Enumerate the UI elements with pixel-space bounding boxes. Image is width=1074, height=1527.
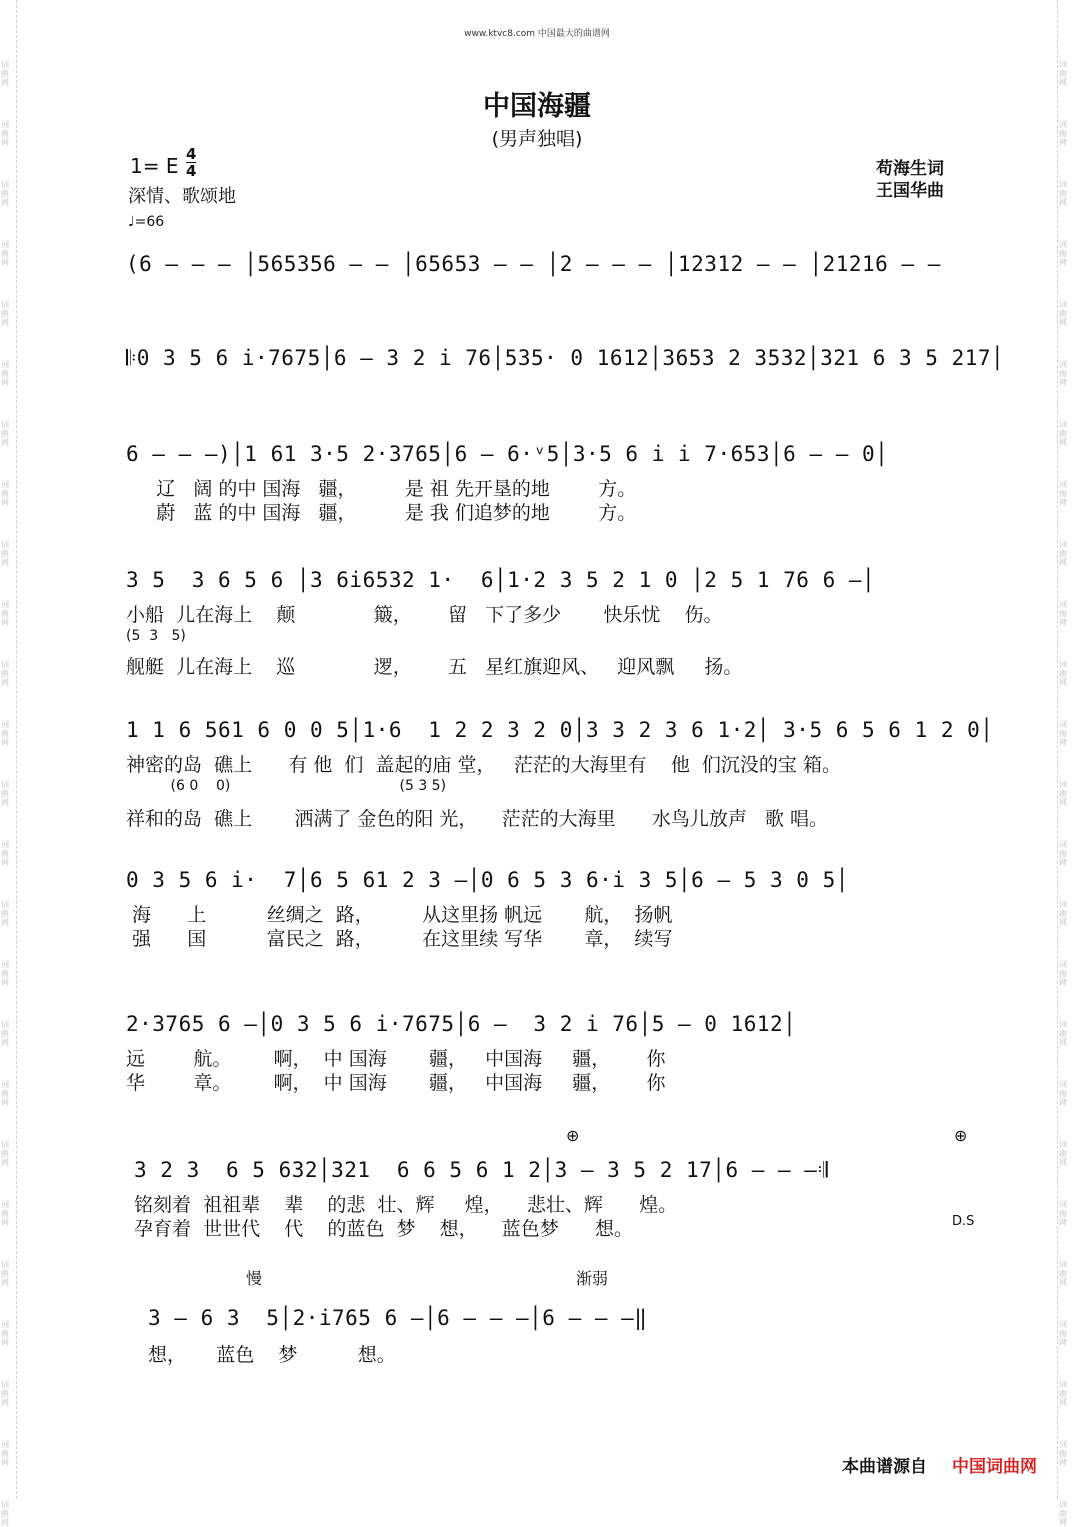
side-watermark-text: 词曲网 bbox=[1059, 1260, 1067, 1287]
diminuendo-marking: 渐弱 bbox=[576, 1269, 609, 1288]
lyric-verse-1: 铭刻着 祖祖辈 辈 的悲 壮、辉 煌， 悲壮、辉 煌。 bbox=[134, 1194, 678, 1216]
side-watermark-text: 词曲网 bbox=[1059, 1080, 1067, 1107]
side-watermark-text: 词曲网 bbox=[1059, 780, 1067, 807]
notation-line: 0 3 5 6 i· 7│6 5 61 2 3 —│0 6 5 3 6·i 3 5│6 — 5 3 0 5│ bbox=[126, 868, 849, 892]
side-watermark-text: 词曲网 bbox=[1, 180, 9, 207]
side-watermark-text: 词曲网 bbox=[1, 600, 9, 627]
bpm-marking: ♩=66 bbox=[128, 214, 165, 230]
coda-icon: ⊕ bbox=[954, 1126, 968, 1145]
notation-line: (6 — — — │565356 — — │65653 — — │2 — — — │12312 — — │21216 — — bbox=[126, 252, 941, 276]
time-signature bbox=[186, 146, 196, 179]
side-watermark-text: 词曲网 bbox=[1059, 1200, 1067, 1227]
notation-line: 3 — 6 3 5│2·i765 6 —│6 — — —│6 — — —‖ bbox=[148, 1306, 648, 1330]
notation-line: 3 5 3 6 5 6 │3 6i6532 1· 6│1·2 3 5 2 1 0 │2 5 1 76 6 —│ bbox=[126, 568, 876, 592]
side-watermark-text: 词曲网 bbox=[1, 1140, 9, 1167]
lyric-verse-2: 孕育着 世世代 代 的蓝色 梦 想， 蓝色梦 想。 bbox=[134, 1218, 634, 1240]
side-watermark-text: 词曲网 bbox=[1, 840, 9, 867]
side-watermark-text: 词曲网 bbox=[1059, 360, 1067, 387]
side-watermark-text: 词曲网 bbox=[1, 780, 9, 807]
side-watermark-text: 词曲网 bbox=[1, 1260, 9, 1287]
side-watermark-text: 词曲网 bbox=[1, 900, 9, 927]
composer-credit: 王国华曲 bbox=[876, 181, 944, 201]
side-watermark-text: 词曲网 bbox=[1059, 600, 1067, 627]
score-row-6 bbox=[0, 868, 1074, 950]
side-watermark-text: 词曲网 bbox=[1, 660, 9, 687]
lyric-verse-1: 神密的岛 礁上 有 他 们 盖起的庙 堂， 茫茫的大海里有 他 们沉没的宝 箱。 bbox=[126, 754, 841, 776]
side-watermark-text: 词曲网 bbox=[1, 720, 9, 747]
lyricist-credit: 苟海生词 bbox=[876, 159, 944, 179]
side-watermark-text: 词曲网 bbox=[1059, 900, 1067, 927]
lyric-alt-notes: (6 0 0) (5 3 5) bbox=[126, 778, 447, 794]
lyric-verse-1: 远 航。 啊， 中 国海 疆， 中国海 疆， 你 bbox=[126, 1048, 666, 1070]
key-signature: 1= E bbox=[130, 154, 179, 178]
side-watermark-text: 词曲网 bbox=[1, 1440, 9, 1467]
notation-line: 3 2 3 6 5 632│321 6 6 5 6 1 2│3 — 3 5 2 17│6 — — —𝄇 bbox=[134, 1158, 829, 1182]
side-watermark-text: 词曲网 bbox=[1059, 660, 1067, 687]
side-watermark-text: 词曲网 bbox=[1, 1500, 9, 1527]
side-watermark-text: 词曲网 bbox=[1, 360, 9, 387]
side-watermark-text: 词曲网 bbox=[1059, 840, 1067, 867]
score-row-1 bbox=[0, 252, 1074, 312]
side-watermark-text: 词曲网 bbox=[1059, 60, 1067, 87]
time-sig-bottom: 4 bbox=[186, 162, 197, 180]
lyric-verse-2: 蔚 蓝 的中 国海 疆， 是 我 们追梦的地 方。 bbox=[126, 502, 637, 524]
side-watermark-text: 词曲网 bbox=[1, 960, 9, 987]
lyric-verse-2: 祥和的岛 礁上 洒满了 金色的阳 光， 茫茫的大海里 水鸟儿放声 歌 唱。 bbox=[126, 808, 828, 830]
lyric-alt-notes: (5 3 5) bbox=[126, 628, 186, 644]
side-watermark-text: 词曲网 bbox=[1059, 1020, 1067, 1047]
score-row-3 bbox=[0, 442, 1074, 524]
tempo-marking: 深情、歌颂地 bbox=[128, 186, 236, 207]
slow-marking: 慢 bbox=[246, 1269, 263, 1288]
coda-icon: ⊕ bbox=[566, 1126, 580, 1145]
side-watermark-text: 词曲网 bbox=[1059, 1440, 1067, 1467]
lyric-verse-1: 辽 阔 的中 国海 疆， 是 祖 先开垦的地 方。 bbox=[126, 478, 637, 500]
lyric-verse-2: 华 章。 啊， 中 国海 疆， 中国海 疆， 你 bbox=[126, 1072, 666, 1094]
side-watermark-text: 词曲网 bbox=[1059, 1500, 1067, 1527]
side-watermark-text: 词曲网 bbox=[1059, 960, 1067, 987]
notation-line: 𝄆0 3 5 6 i·7675│6 — 3 2 i 76│535· 0 1612│3653 2 3532│321 6 3 5 217│ bbox=[126, 346, 1005, 370]
side-watermark-text: 词曲网 bbox=[1, 540, 9, 567]
side-watermark-text: 词曲网 bbox=[1, 1200, 9, 1227]
side-watermark-text: 词曲网 bbox=[1059, 1380, 1067, 1407]
side-watermark-text: 词曲网 bbox=[1, 60, 9, 87]
score-row-2 bbox=[0, 346, 1074, 406]
lyric-verse-1: 小船 儿在海上 颠 簸， 留 下了多少 快乐忧 伤。 bbox=[126, 604, 723, 626]
side-watermark-text: 词曲网 bbox=[1, 1020, 9, 1047]
notation-line: 1 1 6 561 6 0 0 5│1·6 1 2 2 3 2 0│3 3 2 3 6 1·2│ 3·5 6 5 6 1 2 0│ bbox=[126, 718, 994, 742]
ds-marking: D.S bbox=[952, 1214, 975, 1229]
side-watermark-text: 词曲网 bbox=[1059, 120, 1067, 147]
side-watermark-text: 词曲网 bbox=[1059, 420, 1067, 447]
side-watermark-text: 词曲网 bbox=[1, 120, 9, 147]
side-watermark-text: 词曲网 bbox=[1059, 540, 1067, 567]
side-watermark-text: 词曲网 bbox=[1059, 720, 1067, 747]
site-header: www.ktvc8.com 中国最大的曲谱网 bbox=[464, 29, 610, 39]
side-watermark-text: 词曲网 bbox=[1, 300, 9, 327]
lyric-verse-1: 想， 蓝色 梦 想。 bbox=[148, 1344, 396, 1366]
lyric-verse-1: 海 上 丝绸之 路， 从这里扬 帆远 航， 扬帆 bbox=[126, 904, 673, 926]
footer-site-link[interactable]: 中国词曲网 bbox=[952, 1457, 1037, 1477]
side-watermark-text: 词曲网 bbox=[1059, 1140, 1067, 1167]
side-watermark-text: 词曲网 bbox=[1059, 1320, 1067, 1347]
side-watermark-text: 词曲网 bbox=[1, 480, 9, 507]
song-subtitle: (男声独唱) bbox=[491, 128, 583, 150]
side-watermark-text: 词曲网 bbox=[1, 420, 9, 447]
side-watermark-text: 词曲网 bbox=[1059, 240, 1067, 267]
side-watermark-text: 词曲网 bbox=[1, 1320, 9, 1347]
song-title: 中国海疆 bbox=[483, 91, 591, 122]
side-watermark-text: 词曲网 bbox=[1, 1380, 9, 1407]
side-watermark-text: 词曲网 bbox=[1059, 180, 1067, 207]
side-watermark-text: 词曲网 bbox=[1, 1080, 9, 1107]
side-watermark-text: 词曲网 bbox=[1059, 480, 1067, 507]
time-sig-top: 4 bbox=[186, 145, 197, 163]
lyric-verse-2: 舰艇 儿在海上 巡 逻， 五 星红旗迎风、 迎风飘 扬。 bbox=[126, 656, 743, 678]
lyric-verse-2: 强 国 富民之 路， 在这里续 写华 章， 续写 bbox=[126, 928, 673, 950]
side-watermark-text: 词曲网 bbox=[1059, 300, 1067, 327]
notation-line: 2·3765 6 —│0 3 5 6 i·7675│6 — 3 2 i 76│5 — 0 1612│ bbox=[126, 1012, 797, 1036]
notation-line: 6 — — —)│1 61 3·5 2·3765│6 — 6·ᵛ5│3·5 6 i i 7·653│6 — — 0│ bbox=[126, 442, 889, 466]
side-watermark-text: 词曲网 bbox=[1, 240, 9, 267]
footer-source-label: 本曲谱源自 bbox=[842, 1457, 927, 1477]
